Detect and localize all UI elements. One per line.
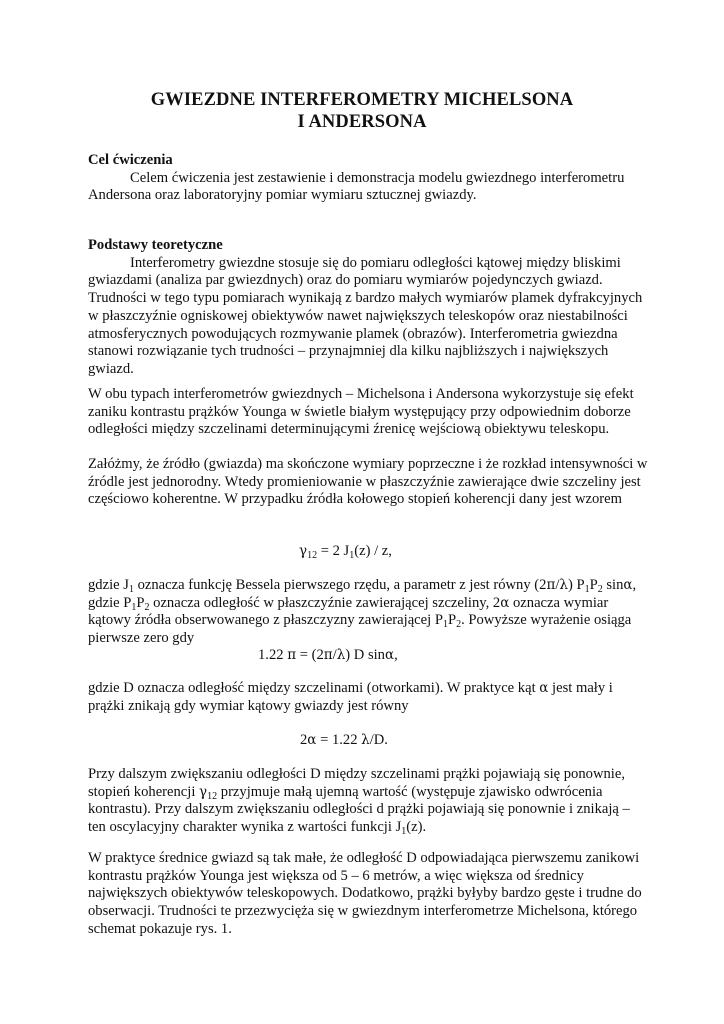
paragraph-6: Przy dalszym zwiększaniu odległości D między szczelinami prążki pojawiają się ponownie, stopień koherencji $\gamma_{12}$ przyjmuje małą ujemną wartość (występuje zjawisko odwrócenia kontrastu). Przy dalszym zwiększaniu odległości d prążki pojawiają się ponownie i znikają – ten oscylacyjny charakter wynika z wartości funkcji $J_1(z)$. [88, 766, 630, 838]
paragraph-7: W praktyce średnice gwiazd są tak małe, że odległość D odpowiadająca pierwszemu zanikowi kontrastu prążków Younga jest większa od 5 – 6 metrów, a więc większa od średnicy największych obiektywów teleskopowych. Dodatkowo, prążki byłyby bardzo gęste i trudne do obserwacji. Trudności te przezwycięża się w gwiezdnym interferometrze Michelsona, którego schemat pokazuje rys. 1. [88, 850, 642, 937]
paragraph-4: gdzie $J_1$ oznacza funkcję Bessela pierwszego rzędu, a parametr z jest równy (2π/λ) $P_1P_2$ sinα, gdzie $P_1P_2$ oznacza odległość w płaszczyźnie zawierającej szczeliny, 2α oznacza wymiar kątowy źródła obserwowanego z płaszczyzny zawierającej $P_1P_2$. Powyższe wyrażenie osiąga pierwsze zero gdy [88, 577, 637, 647]
heading-cel: Cel ćwiczenia [88, 152, 173, 168]
paragraph-1: Interferometry gwiezdne stosuje się do pomiaru odległości kątowej między bliskimi gwiazdami (analiza par gwiezdnych) oraz do pomiaru wymiarów pojedynczych gwiazd. Trudności w tego typu pomiarach wynikają z bardzo małych wymiarów plamek dyfrakcyjnych w płaszczyźnie ogniskowej obiektywów nawet największych teleskopów oraz niestabilności atmosferycznych powodujących rozmywanie plamek (obrazów). Interferometria gwiezdna stanowi rozwiązanie tych trudności – przynajmniej dla kilku najbliższych i największych gwiazd. [88, 254, 643, 377]
paragraph-3: Załóżmy, że źródło (gwiazda) ma skończone wymiary poprzeczne i że rozkład intensywności w źródle jest jednorodny. Wtedy promieniowanie w płaszczyźnie zawierające dwie szczeliny jest częściowo koherentne. W przypadku źródła kołowego stopień koherencji dany jest wzorem [88, 456, 648, 508]
section-podstawy [88, 237, 648, 379]
paragraph-cel: Celem ćwiczenia jest zestawienie i demonstracja modelu gwiezdnego interferometru Andersona oraz laboratoryjny pomiar wymiaru sztucznej gwiazdy. [88, 169, 625, 204]
formula-gamma: $\gamma_{12} = 2$ $J_1(z)$ / z, [299, 543, 392, 561]
formula-first-zero: 1.22 π = (2π/λ) D sinα, [258, 647, 398, 663]
title-line-1: GWIEZDNE INTERFEROMETRY MICHELSONA [150, 90, 574, 110]
paragraph-2: W obu typach interferometrów gwiezdnych – Michelsona i Andersona wykorzystuje się efekt zaniku kontrastu prążków Younga w świetle białym występujący przy odpowiednim doborze odległości między szczelinami determinującymi źrenicę wejściową obiektywu teleskopu. [88, 386, 634, 438]
title-line-2: I ANDERSONA [297, 112, 427, 132]
heading-podstawy: Podstawy teoretyczne [88, 237, 223, 253]
paragraph-5: gdzie D oznacza odległość między szczelinami (otworkami). W praktyce kąt α jest mały i prążki znikają gdy wymiar kątowy gwiazdy jest równy [88, 680, 613, 714]
section-cel [88, 152, 648, 205]
formula-angular-size: 2α = 1.22 λ/D. [300, 732, 388, 748]
